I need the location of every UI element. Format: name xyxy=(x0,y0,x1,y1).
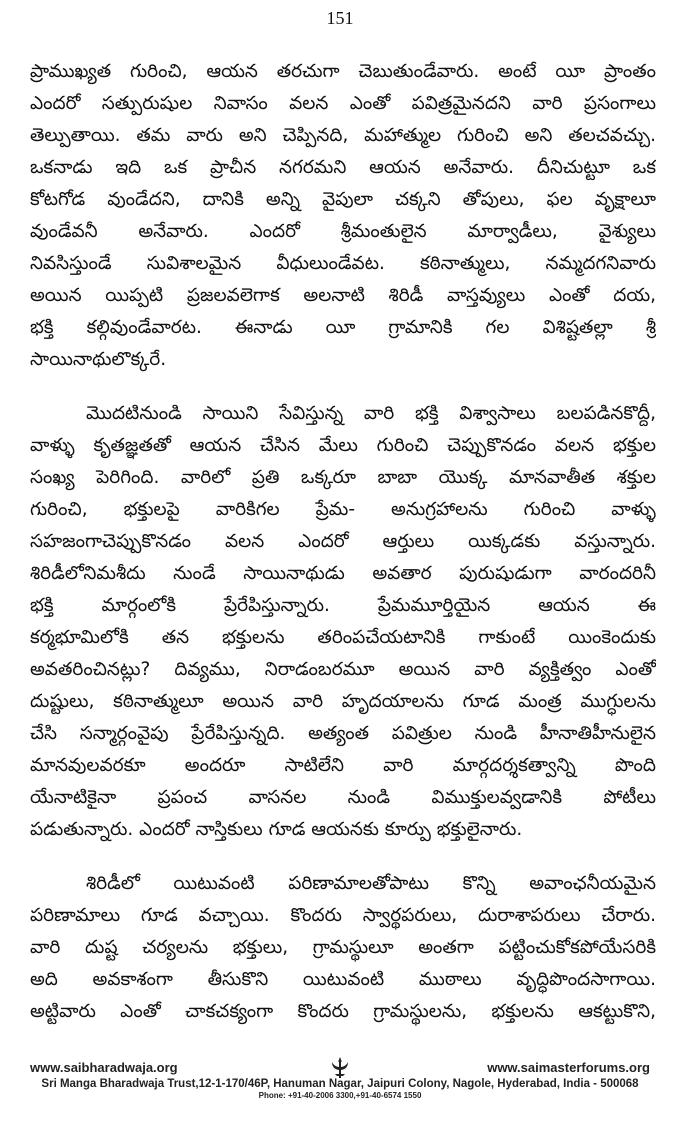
text-line: భక్తి కల్గివుండేవారట. ఈనాడు యీ గ్రామానికి గల విశిష్టతల్లా శ్రీ xyxy=(30,317,656,338)
text-line: సహజంగాచెప్పుకొనడం వలన ఎందరో ఆర్తులు యిక్కడకు వస్తున్నారు. xyxy=(30,531,656,552)
text-line: ఎందరో సత్పురుషుల నివాసం వలన ఎంతో పవిత్రమైనదని వారి ప్రసంగాలు xyxy=(30,93,656,114)
paragraph-1 xyxy=(30,56,656,376)
text-line: సాయినాథులొక్కరే. xyxy=(30,349,167,370)
text-line: మొదటినుండి సాయిని సేవిస్తున్న వారి భక్తి విశ్వాసాలు బలపడినకొద్దీ, xyxy=(86,403,656,424)
text-line: వాళ్ళు కృతజ్ఞతతో ఆయన చేసిన మేలు గురించి చెప్పుకొనడం వలన భక్తుల xyxy=(30,435,656,456)
text-line: ప్రాముఖ్యత గురించి, ఆయన తరచుగా చెబుతుండేవారు. అంటే యీ ప్రాంతం xyxy=(30,61,656,82)
text-line: అట్టివారు ఎంతో చాకచక్యంగా కొందరు గ్రామస్థులను, భక్తులను ఆకట్టుకొని, xyxy=(30,1001,656,1022)
text-line: నివసిస్తుండే సువిశాలమైన వీధులుండేవట. కఠినాత్ములు, నమ్మదగనివారు xyxy=(30,253,656,274)
text-line: అయిన యిప్పటి ప్రజలవలెగాక అలనాటి శిరిడీ వాస్తవ్యులు ఎంతో దయ, xyxy=(30,285,656,306)
text-line: కోటగోడ వుండేదని, దానికి అన్ని వైపులా చక్కని తోపులు, ఫల వృక్షాలూ xyxy=(30,189,656,210)
text-line: గురించి, భక్తులపై వారికిగల ప్రేమ- అనుగ్రహాలను గురించి వాళ్ళు xyxy=(30,499,656,520)
text-line: పరిణామాలు గూడ వచ్చాయి. కొందరు స్వార్థపరులు, దురాశాపరులు చేరారు. xyxy=(30,905,656,926)
website-link-left[interactable]: www.saibharadwaja.org xyxy=(30,1060,178,1075)
page-number: 151 xyxy=(326,8,354,28)
text-line: సంఖ్య పెరిగింది. వారిలో ప్రతి ఒక్కరూ బాబా యొక్క మానవాతీత శక్తుల xyxy=(30,467,656,488)
text-line: వుండేవనీ అనేవారు. ఎందరో శ్రీమంతులైన మార్వాడీలు, వైశ్యులు xyxy=(30,221,656,242)
page-footer xyxy=(30,1060,650,1100)
text-line: భక్తి మార్గంలోకి ప్రేరేపిస్తున్నారు. ప్రేమమూర్తియైన ఆయన ఈ xyxy=(30,595,656,616)
text-line: శిరిడీలోనిమశీదు నుండే సాయినాథుడు అవతార పురుషుడుగా వారందరినీ xyxy=(30,563,656,584)
text-line: యేనాటికైనా ప్రపంచ వాసనల నుండి విముక్తులవ్వడానికి పోటీలు xyxy=(30,787,656,808)
text-line: చేసి సన్మార్గంవైపు ప్రేరేపిస్తున్నది. అత్యంత పవిత్రుల నుండి హీనాతిహీనులైన xyxy=(30,723,656,744)
text-line: కర్మభూమిలోకి తన భక్తులను తరింపచేయటానికి గాకుంటే యింకెందుకు xyxy=(30,627,656,648)
website-link-right[interactable]: www.saimasterforums.org xyxy=(487,1060,650,1075)
text-line: వారి దుష్ట చర్యలను భక్తులు, గ్రామస్థులూ అంతగా పట్టించుకోకపోయేసరికి xyxy=(30,937,656,958)
text-line: తెల్పుతాయి. తమ వారు అని చెప్పినది, మహాత్ముల గురించి అని తలచవచ్చు. xyxy=(30,125,656,146)
text-line: శిరిడీలో యిటువంటి పరిణామాలతోపాటు కొన్ని అవాంఛనీయమైన xyxy=(86,873,656,894)
text-line: అది అవకాశంగా తీసుకొని యిటువంటి ముఠాలు వృద్ధిపొందసాగాయి. xyxy=(30,969,656,990)
trust-address: Sri Manga Bharadwaja Trust,12-1-170/46P, Hanuman Nagar, Jaipuri Colony, Nagole, Hyderabad, India - 500068 xyxy=(41,1078,639,1090)
text-line: మానవులవరకూ అందరూ సాటిలేని వారి మార్గదర్శకత్వాన్ని పొంది xyxy=(30,755,656,776)
page-body xyxy=(30,56,656,1028)
text-line: అవతరించినట్లు? దివ్యము, నిరాడంబరమూ అయిన వారి వ్యక్తిత్వం ఎంతో xyxy=(30,659,656,680)
text-line: దుష్టులు, కఠినాత్ములూ అయిన వారి హృదయాలను గూడ మంత్ర ముగ్ధులను xyxy=(30,691,656,712)
paragraph-2 xyxy=(30,398,656,846)
text-line: ఒకనాడు ఇది ఒక ప్రాచీన నగరమని ఆయన అనేవారు. దీనిచుట్టూ ఒక xyxy=(30,157,656,178)
trishul-logo-icon xyxy=(326,1056,354,1080)
text-line: పడుతున్నారు. ఎందరో నాస్తికులు గూడ ఆయనకు కూర్పు భక్తులైనారు. xyxy=(30,819,523,840)
phone-numbers: Phone: +91-40-2006 3300,+91-40-6574 1550 xyxy=(258,1091,422,1100)
paragraph-3 xyxy=(30,868,656,1028)
